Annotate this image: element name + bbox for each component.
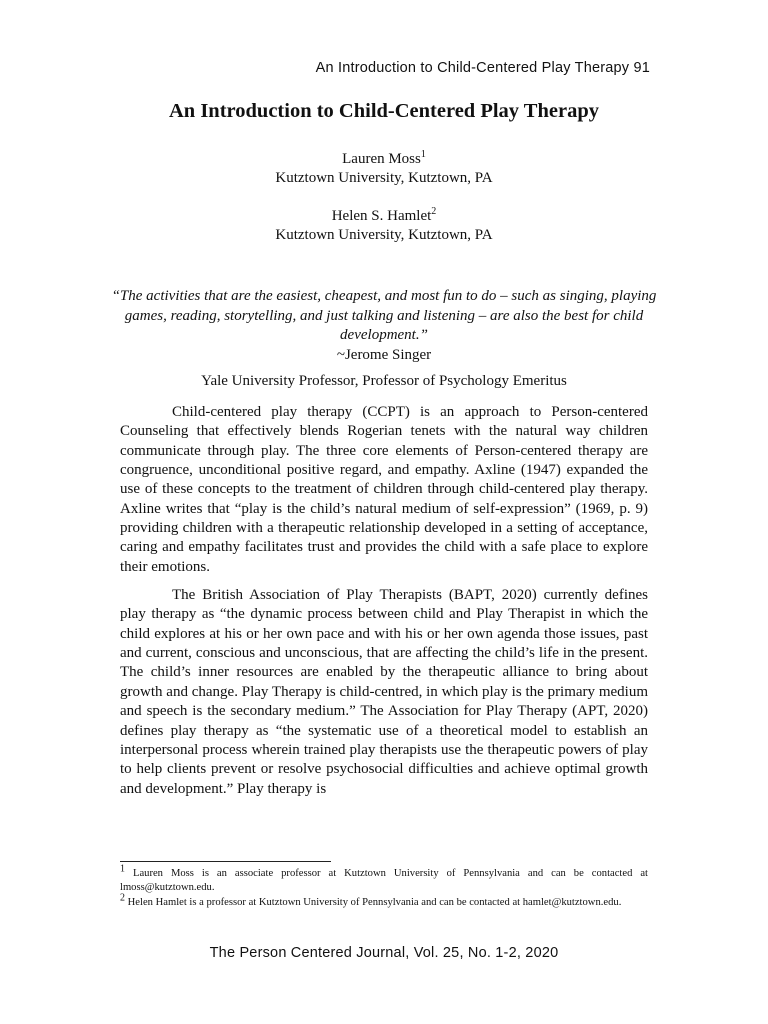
- footnote-text: Helen Hamlet is a professor at Kutztown University of Pennsylvania and can be contacted at hamlet@kutztown.edu.: [127, 897, 622, 908]
- footnote-divider: [120, 861, 331, 862]
- epigraph-text: “The activities that are the easiest, cheapest, and most fun to do – such as singing, playing games, reading, storytelling, and just talking and listening – are also the best for child development.”: [111, 288, 657, 343]
- footnote-mark: 1: [120, 863, 125, 875]
- footnote-mark: 2: [120, 892, 125, 904]
- page-number: 91: [633, 60, 650, 76]
- body-paragraph: The British Association of Play Therapists (BAPT, 2020) currently defines play therapy as “the dynamic process between child and Play Therapist in which the child explores at his or her own pace and with his or her own agenda those issues, past and current, conscious and unconscious, that are affecting the child’s life in the present. The child’s inner resources are enabled by the therapeutic alliance to bring about growth and change. Play Therapy is child-centred, in which play is the primary medium and speech is the secondary medium.” The Association for Play Therapy (APT, 2020) defines play therapy as “the systematic use of a theoretical model to establish an interpersonal process wherein trained play therapists use the therapeutic powers of play to help clients prevent or resolve psychosocial difficulties and achieve optimal growth and development.” Play therapy is: [120, 587, 648, 797]
- running-header: [316, 60, 650, 76]
- article-body: [120, 403, 648, 808]
- author-name: Lauren Moss: [342, 151, 421, 167]
- author-2: [0, 207, 768, 245]
- author-name: Helen S. Hamlet: [331, 208, 432, 224]
- epigraph-affiliation: Yale University Professor, Professor of Psychology Emeritus: [201, 373, 567, 389]
- body-paragraph: Child-centered play therapy (CCPT) is an approach to Person-centered Counseling that effectively blends Rogerian tenets with the natural way children communicate through play. The three core elements of Person-centered therapy are congruence, unconditional positive regard, and empathy. Axline (1947) expanded the use of these concepts to the treatment of children through child-centered play therapy. Axline writes that “play is the child’s natural medium of self-expression” (1969, p. 9) providing children with a therapeutic relationship developed in a setting of acceptance, caring and empathy facilitates trust and provides the child with a safe place to explore their emotions.: [120, 404, 648, 575]
- footnote-1: [120, 863, 648, 895]
- footnote-mark: 2: [431, 206, 437, 217]
- article-title: An Introduction to Child-Centered Play Therapy: [169, 100, 599, 122]
- running-title: An Introduction to Child-Centered Play Therapy: [315, 60, 630, 76]
- epigraph: [110, 287, 658, 365]
- footnote-mark: 1: [420, 149, 426, 160]
- footnotes: [120, 863, 648, 911]
- journal-footer: The Person Centered Journal, Vol. 25, No. 1-2, 2020: [209, 945, 559, 961]
- footnote-2: [120, 892, 648, 910]
- author-1: [0, 150, 768, 188]
- author-affiliation: Kutztown University, Kutztown, PA: [275, 227, 493, 243]
- author-list: [0, 150, 768, 264]
- author-affiliation: Kutztown University, Kutztown, PA: [275, 170, 493, 186]
- epigraph-attribution: ~Jerome Singer: [336, 346, 432, 363]
- footnote-text: Lauren Moss is an associate professor at Kutztown University of Pennsylvania and can be contacted at lmoss@kutztown.edu.: [120, 868, 648, 893]
